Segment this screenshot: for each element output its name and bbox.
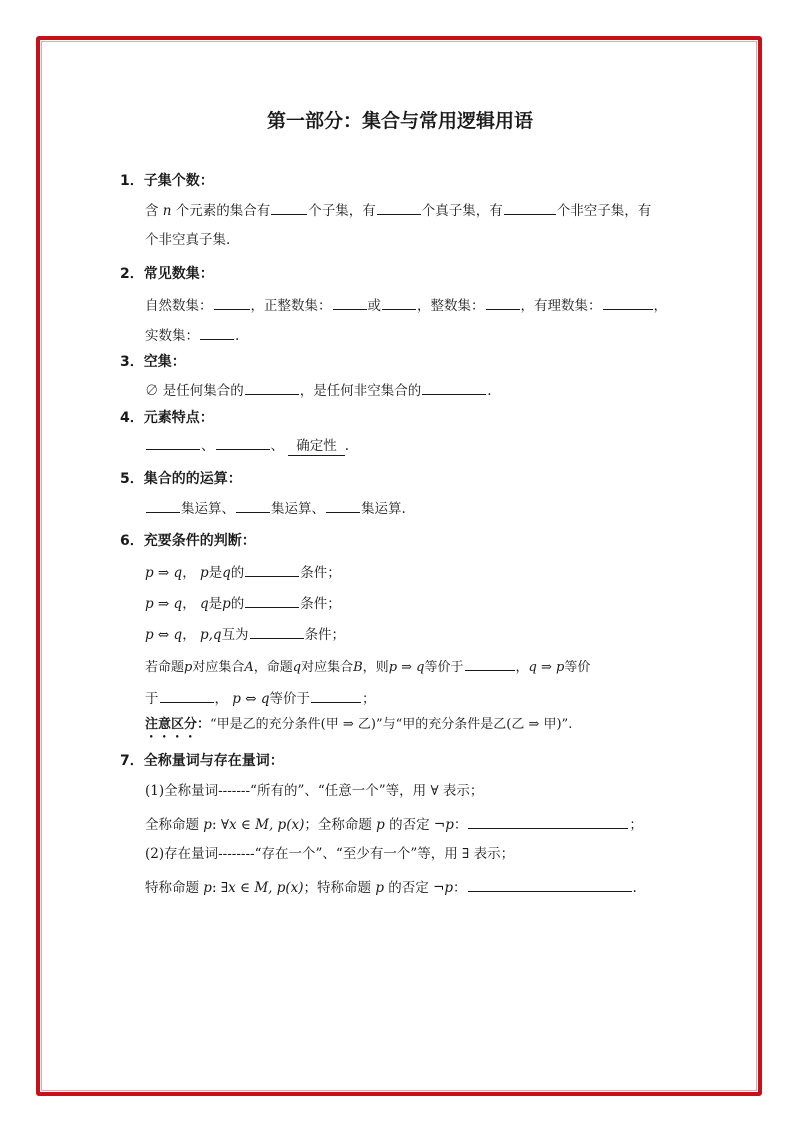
answer-blank[interactable] <box>200 325 234 340</box>
answer-blank[interactable] <box>245 380 299 395</box>
text: 互为 <box>221 627 249 643</box>
text: 集运算、 <box>271 501 325 517</box>
math-p: p <box>184 660 193 675</box>
text: ， <box>653 298 667 314</box>
answer-blank[interactable] <box>504 200 556 215</box>
text: 是 <box>208 565 223 581</box>
text: ： <box>453 880 467 896</box>
section-7-line-4 <box>145 877 637 897</box>
text: 实数集： <box>145 328 199 344</box>
text: ； <box>629 817 643 833</box>
answer-blank[interactable] <box>214 295 250 310</box>
text: 集运算. <box>361 501 406 517</box>
section-7-heading: 7．全称量词与存在量词： <box>120 753 284 769</box>
section-3-heading: 3．空集： <box>120 354 186 370</box>
text: ， <box>515 660 529 675</box>
math-q: q <box>222 565 231 581</box>
filled-answer: 确定性 <box>288 437 345 456</box>
math-expr: p ⇒ q <box>145 565 183 581</box>
text: . <box>344 438 350 454</box>
text: 集运算、 <box>181 501 235 517</box>
text: 全称命题 <box>145 817 199 833</box>
text: ，正整数集： <box>250 298 332 314</box>
text: ： <box>453 817 468 833</box>
math-B: B <box>353 660 363 675</box>
text: ； <box>361 691 376 707</box>
section-6-row-3 <box>145 624 345 644</box>
text: 含 <box>145 203 159 219</box>
text: 条件； <box>300 565 341 581</box>
text: ，有理数集： <box>520 298 602 314</box>
text: 若命题 <box>145 660 185 675</box>
text: ，整数集： <box>417 298 485 314</box>
answer-blank[interactable] <box>465 656 515 671</box>
text: 的否定 <box>389 817 430 833</box>
text: ， <box>214 691 228 707</box>
math-p: p <box>375 880 384 896</box>
text: 的 <box>230 596 245 612</box>
section-3-line-1 <box>145 380 492 400</box>
text: ∅ 是任何集合的 <box>145 383 244 399</box>
math-A: A <box>244 660 254 675</box>
section-1-line-1 <box>145 200 651 220</box>
answer-blank[interactable] <box>382 295 416 310</box>
math-expr: q ⇒ p <box>528 660 565 675</box>
answer-blank[interactable] <box>311 688 361 703</box>
answer-blank[interactable] <box>603 295 653 310</box>
section-2-line-1 <box>145 295 667 315</box>
text: 于 <box>145 691 159 707</box>
answer-blank[interactable] <box>333 295 367 310</box>
text: . <box>487 383 492 399</box>
answer-blank[interactable] <box>146 498 180 513</box>
section-2-heading: 2．常见数集： <box>120 266 214 282</box>
text: 的否定 <box>388 880 429 896</box>
section-7-line-2 <box>145 814 643 834</box>
text: 个非空子集，有 <box>556 203 652 219</box>
text: 、 <box>270 438 284 454</box>
text: ， <box>182 627 196 643</box>
section-2-line-2 <box>145 325 239 345</box>
answer-blank[interactable] <box>236 498 270 513</box>
answer-blank[interactable] <box>326 498 360 513</box>
math-p: p <box>222 596 231 612</box>
math-p: p <box>199 565 209 581</box>
text: 自然数集： <box>145 298 213 314</box>
answer-blank[interactable] <box>468 877 632 892</box>
answer-blank[interactable] <box>245 593 299 608</box>
text: 或 <box>367 298 381 314</box>
math-p: p <box>203 880 212 896</box>
answer-blank[interactable] <box>377 200 421 215</box>
text: 、 <box>201 438 215 454</box>
section-6-row-2 <box>145 593 341 613</box>
math-p: p <box>376 817 385 833</box>
math-not-p: ¬p <box>433 817 454 833</box>
note-label: 注意区分： <box>145 717 211 732</box>
text: 是 <box>208 596 223 612</box>
text: 条件； <box>304 627 346 643</box>
math-expr: p ⇔ q <box>232 691 270 707</box>
text: ，则 <box>362 660 389 675</box>
math-q: q <box>199 596 209 612</box>
text: ， <box>182 565 196 581</box>
math-p: p <box>203 817 212 833</box>
math-n: n <box>162 203 172 219</box>
text: 个子集，有 <box>308 203 376 219</box>
answer-blank[interactable] <box>250 624 304 639</box>
answer-blank[interactable] <box>422 380 486 395</box>
text: . <box>632 880 637 896</box>
text: 的 <box>230 565 245 581</box>
section-6-heading: 6．充要条件的判断： <box>120 533 256 549</box>
math-q: q <box>292 660 302 675</box>
answer-blank[interactable] <box>468 814 628 829</box>
note-text: “甲是乙的充分条件(甲 ⇒ 乙)”与“甲的充分条件是乙(乙 ⇒ 甲)”. <box>210 717 573 732</box>
answer-blank[interactable] <box>160 688 214 703</box>
math-pq: p,q <box>199 627 222 643</box>
section-6-row-4 <box>145 656 590 677</box>
text: ；特称命题 <box>303 880 372 896</box>
math-not-p: ¬p <box>433 880 454 896</box>
answer-blank[interactable] <box>216 435 270 450</box>
section-6-note <box>145 716 572 741</box>
text: 等价于 <box>424 660 464 675</box>
section-6-row-1 <box>145 562 341 582</box>
text: ，命题 <box>253 660 293 675</box>
text: ， <box>182 596 196 612</box>
math-expr: p ⇒ q <box>388 660 425 675</box>
section-7-line-1: (1)全称量词-------“所有的”、“任意一个”等，用 ∀ 表示； <box>145 783 484 799</box>
text: 条件； <box>300 596 341 612</box>
text: 对应集合 <box>301 660 354 675</box>
text: 对应集合 <box>192 660 245 675</box>
text: : <box>211 880 217 896</box>
text: 特称命题 <box>145 880 199 896</box>
math-expr: ∀x ∈ M, p(x) <box>220 817 305 833</box>
answer-blank[interactable] <box>486 295 520 310</box>
section-1-heading: 1．子集个数： <box>120 173 214 189</box>
answer-blank[interactable] <box>245 562 299 577</box>
section-6-row-5 <box>145 688 375 708</box>
text: 个真子集，有 <box>421 203 503 219</box>
section-5-line-1 <box>145 498 406 518</box>
text: ；全称命题 <box>304 817 372 833</box>
text: ，是任何非空集合的 <box>299 383 422 399</box>
text: 个元素的集合有 <box>175 203 271 219</box>
section-7-line-3: (2)存在量词--------“存在一个”、“至少有一个”等，用 ∃ 表示； <box>145 846 515 862</box>
math-expr: p ⇔ q <box>145 627 183 643</box>
section-4-heading: 4．元素特点： <box>120 410 214 426</box>
text: 等价于 <box>269 691 310 707</box>
text: 等价 <box>564 660 591 675</box>
text: . <box>235 328 240 344</box>
page-title: 第一部分：集合与常用逻辑用语 <box>266 110 533 132</box>
math-expr: ∃x ∈ M, p(x) <box>220 880 304 896</box>
answer-blank[interactable] <box>271 200 307 215</box>
section-5-heading: 5．集合的的运算： <box>120 471 242 487</box>
text: : <box>211 817 217 833</box>
section-1-line-2: 个非空真子集. <box>145 232 231 248</box>
section-4-line-1 <box>145 435 349 456</box>
answer-blank[interactable] <box>146 435 200 450</box>
math-expr: p ⇒ q <box>145 596 183 612</box>
